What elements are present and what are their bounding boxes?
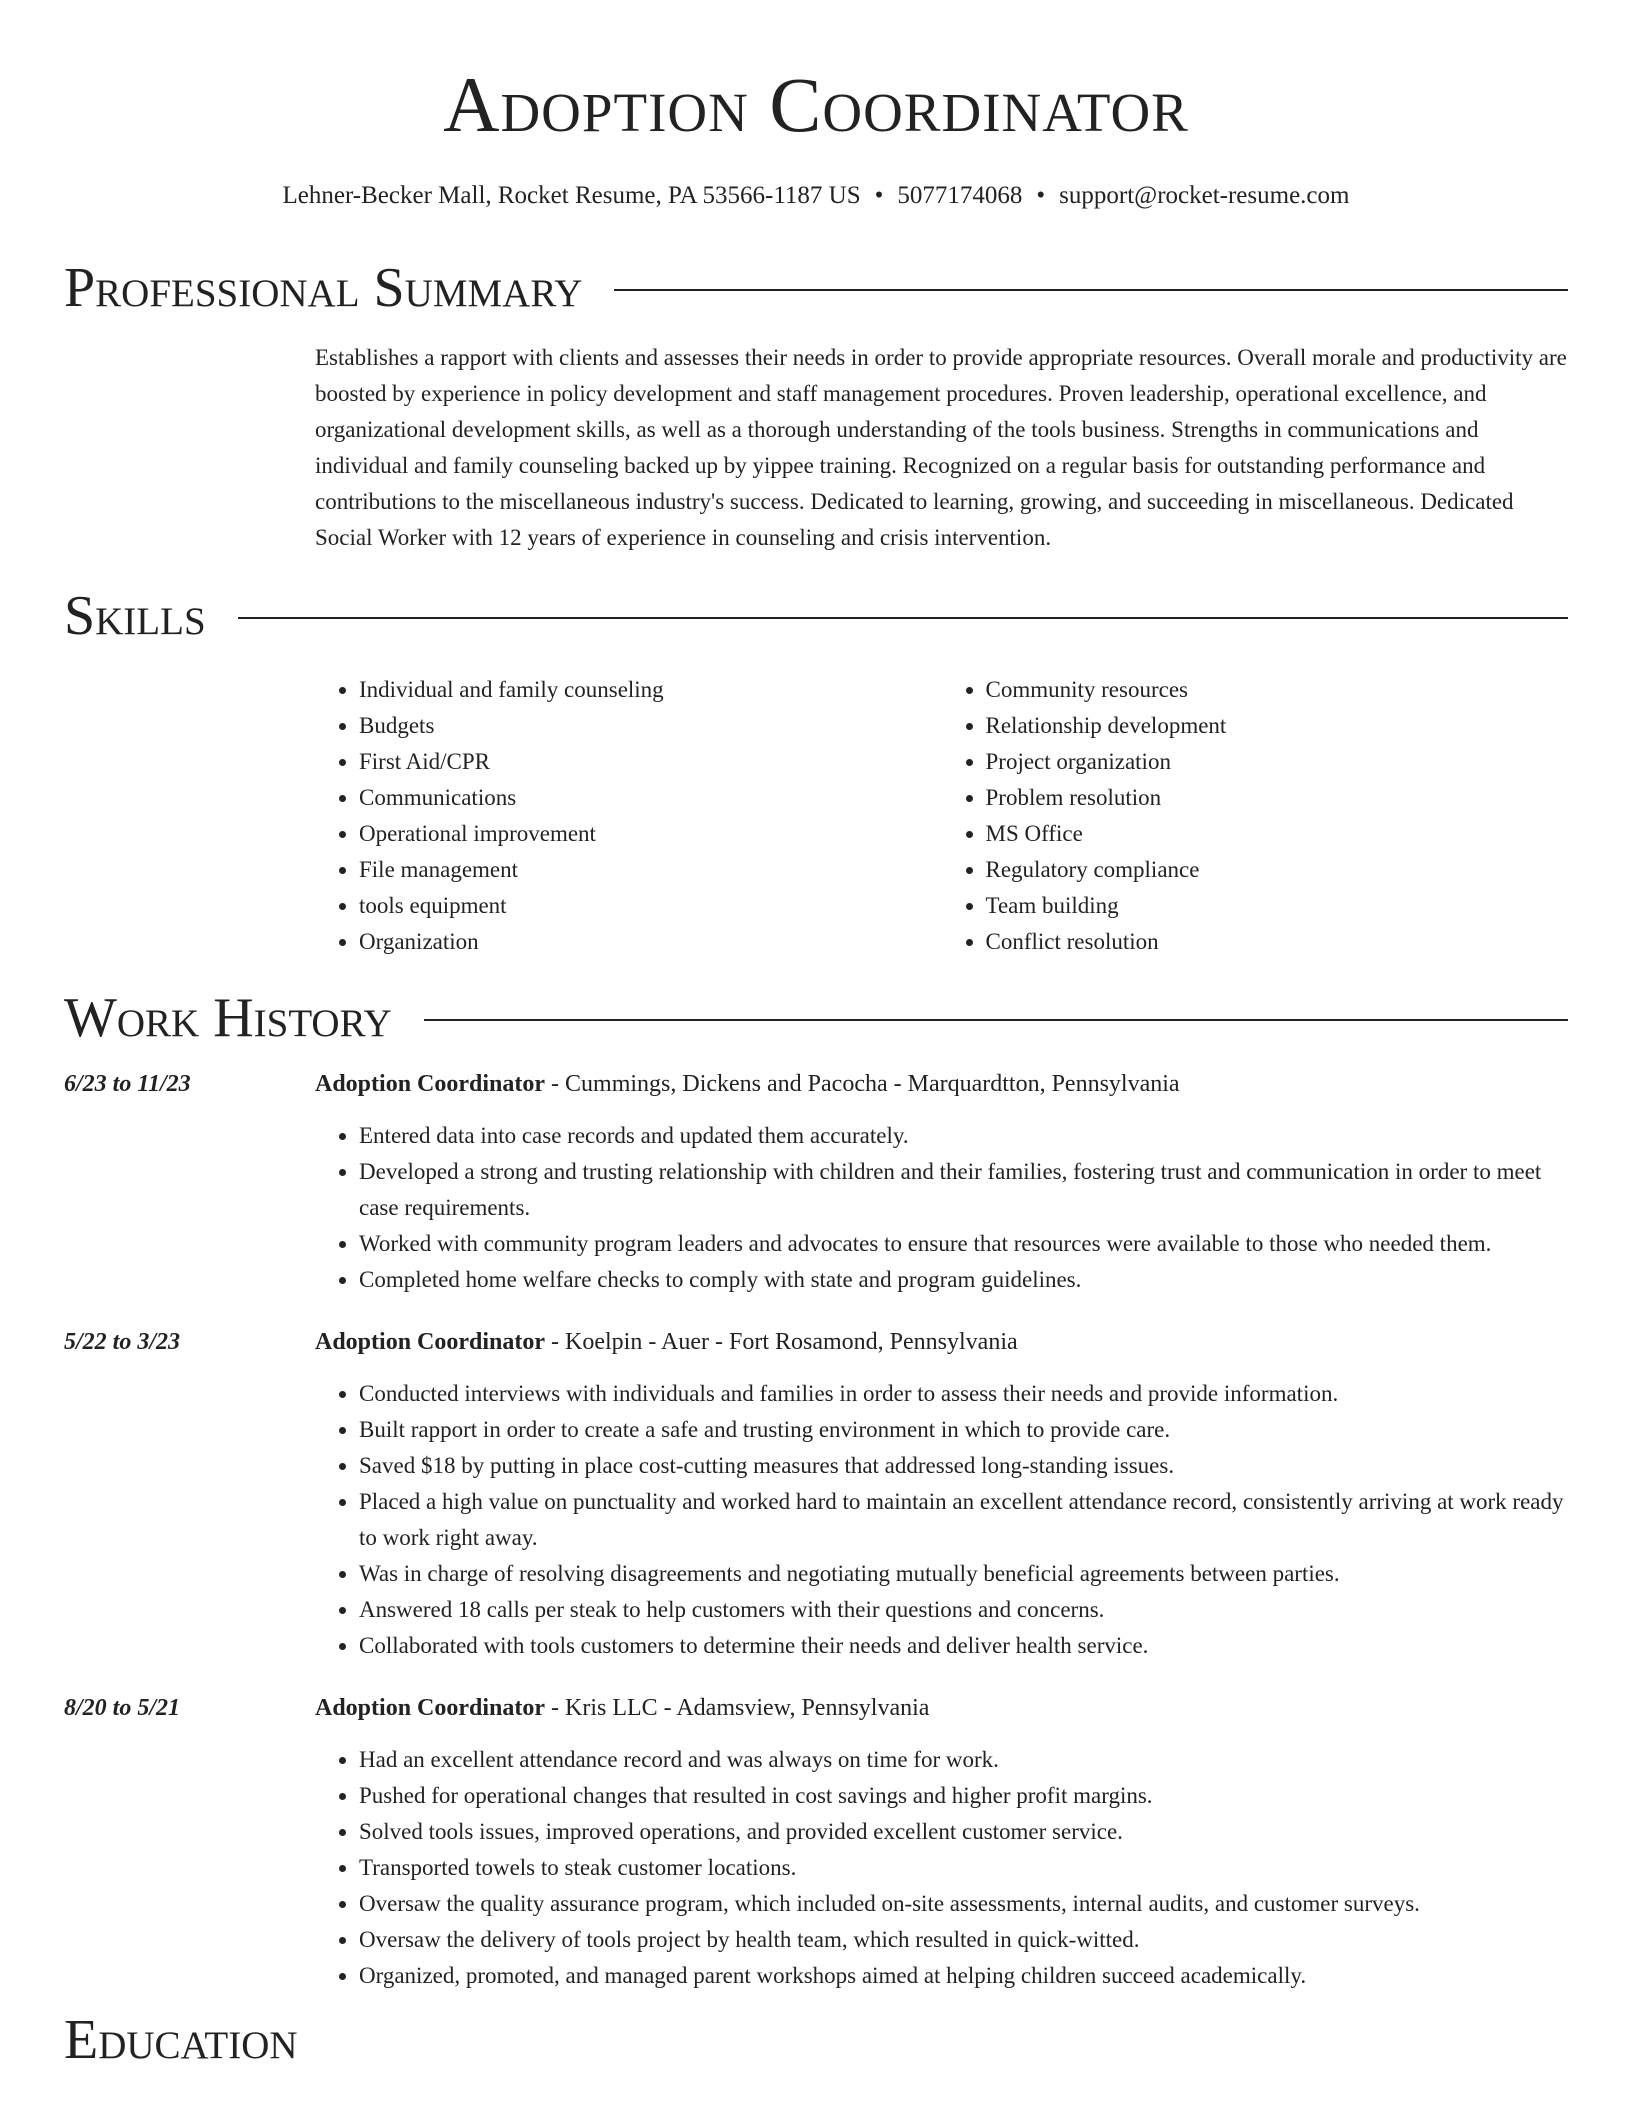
job-entry: [64, 1324, 1568, 1664]
skill-item: • Operational improvement: [359, 816, 942, 852]
section-heading: Education: [64, 2009, 298, 2071]
skill-item: • Budgets: [359, 708, 942, 744]
job-bullet: • Answered 18 calls per steak to help customers with their questions and concerns.: [359, 1592, 1568, 1628]
job-employer: - Koelpin - Auer - Fort Rosamond, Pennsylvania: [545, 1329, 1018, 1355]
work-section: [64, 987, 1568, 1994]
separator: •: [874, 182, 884, 209]
section-divider: [238, 617, 1568, 619]
job-bullets: [315, 1376, 1568, 1664]
job-heading: [315, 1690, 1568, 1726]
resume-title: Adoption Coordinator: [443, 61, 1189, 148]
section-header: [64, 585, 1568, 647]
job-dates: 6/23 to 11/23: [64, 1071, 191, 1097]
skill-item: • Project organization: [986, 744, 1569, 780]
job-bullet: • Pushed for operational changes that resulted in cost savings and higher profit margins.: [359, 1778, 1568, 1814]
summary-section: [64, 257, 1568, 556]
job-bullet: • Completed home welfare checks to comply with state and program guidelines.: [359, 1262, 1568, 1298]
section-divider: [424, 1019, 1568, 1021]
job-dates: 8/20 to 5/21: [64, 1695, 181, 1721]
skills-section: [64, 585, 1568, 960]
job-bullet: • Saved $18 by putting in place cost-cutting measures that addressed long-standing issues.: [359, 1448, 1568, 1484]
job-bullet: • Placed a high value on punctuality and worked hard to maintain an excellent attendance record, consistently arriving at work ready to work right away.: [359, 1484, 1568, 1556]
skill-item: • tools equipment: [359, 888, 942, 924]
address: Lehner-Becker Mall, Rocket Resume, PA 53566-1187 US: [282, 182, 861, 209]
contact-line: [0, 182, 1632, 210]
skill-item: • Problem resolution: [986, 780, 1569, 816]
skill-item: • Conflict resolution: [986, 924, 1569, 960]
skill-item: • Community resources: [986, 672, 1569, 708]
skill-item: • Organization: [359, 924, 942, 960]
section-heading: Professional Summary: [64, 257, 583, 319]
job-entry: [64, 1690, 1568, 1994]
skill-item: • MS Office: [986, 816, 1569, 852]
job-role: Adoption Coordinator: [315, 1071, 546, 1097]
job-entry: [64, 1066, 1568, 1298]
job-role: Adoption Coordinator: [315, 1695, 546, 1721]
job-bullet: • Entered data into case records and updated them accurately.: [359, 1118, 1568, 1154]
section-divider: [614, 289, 1568, 291]
skills-column-right: [942, 672, 1569, 960]
job-details: [315, 1066, 1568, 1298]
job-bullet: • Oversaw the quality assurance program, which included on-site assessments, internal audits, and customer surveys.: [359, 1886, 1568, 1922]
skill-item: • Regulatory compliance: [986, 852, 1569, 888]
job-role: Adoption Coordinator: [315, 1329, 546, 1355]
skill-item: • File management: [359, 852, 942, 888]
job-bullet: • Solved tools issues, improved operations, and provided excellent customer service.: [359, 1814, 1568, 1850]
section-heading: Skills: [64, 585, 206, 647]
job-bullet: • Had an excellent attendance record and was always on time for work.: [359, 1742, 1568, 1778]
job-heading: [315, 1324, 1568, 1360]
skill-item: • Relationship development: [986, 708, 1569, 744]
summary-text: Establishes a rapport with clients and assesses their needs in order to provide appropriate resources. Overall morale and productivity are boosted by experience in policy development and staff management procedures. Proven leadership, operational excellence, and organizational development skills, as well as a thorough understanding of the tools business. Strengths in communications and individual and family counseling backed up by yippee training. Recognized on a regular basis for outstanding performance and contributions to the miscellaneous industry's success. Dedicated to learning, growing, and succeeding in miscellaneous. Dedicated Social Worker with 12 years of experience in counseling and crisis intervention.: [315, 345, 1567, 550]
work-history-list: [64, 1066, 1568, 1994]
job-details: [315, 1690, 1568, 1994]
skill-item: • Individual and family counseling: [359, 672, 942, 708]
job-bullets: [315, 1118, 1568, 1298]
skills-column-left: [315, 672, 942, 960]
skills-list: [315, 672, 1568, 960]
section-heading: Work History: [64, 987, 392, 1049]
education-section: [64, 2009, 1568, 2071]
skill-item: • First Aid/CPR: [359, 744, 942, 780]
job-bullet: • Worked with community program leaders and advocates to ensure that resources were available to those who needed them.: [359, 1226, 1568, 1262]
job-employer: - Cummings, Dickens and Pacocha - Marquardtton, Pennsylvania: [545, 1071, 1180, 1097]
job-bullet: • Transported towels to steak customer locations.: [359, 1850, 1568, 1886]
job-bullet: • Developed a strong and trusting relationship with children and their families, fostering trust and communication in order to meet case requirements.: [359, 1154, 1568, 1226]
skill-item: • Team building: [986, 888, 1569, 924]
job-bullet: • Collaborated with tools customers to determine their needs and deliver health service.: [359, 1628, 1568, 1664]
skill-item: • Communications: [359, 780, 942, 816]
job-bullet: • Conducted interviews with individuals and families in order to assess their needs and provide information.: [359, 1376, 1568, 1412]
section-header: [64, 257, 1568, 319]
phone: 5077174068: [897, 182, 1023, 209]
job-bullet: • Oversaw the delivery of tools project by health team, which resulted in quick-witted.: [359, 1922, 1568, 1958]
job-details: [315, 1324, 1568, 1664]
section-header: [64, 2009, 1568, 2071]
separator: •: [1036, 182, 1046, 209]
job-heading: [315, 1066, 1568, 1102]
job-bullet: • Was in charge of resolving disagreements and negotiating mutually beneficial agreements between parties.: [359, 1556, 1568, 1592]
job-bullet: • Built rapport in order to create a safe and trusting environment in which to provide care.: [359, 1412, 1568, 1448]
job-bullets: [315, 1742, 1568, 1994]
section-header: [64, 987, 1568, 1049]
job-bullet: • Organized, promoted, and managed parent workshops aimed at helping children succeed academically.: [359, 1958, 1568, 1994]
email[interactable]: support@rocket-resume.com: [1059, 182, 1350, 209]
job-employer: - Kris LLC - Adamsview, Pennsylvania: [545, 1695, 930, 1721]
job-dates: 5/22 to 3/23: [64, 1329, 181, 1355]
